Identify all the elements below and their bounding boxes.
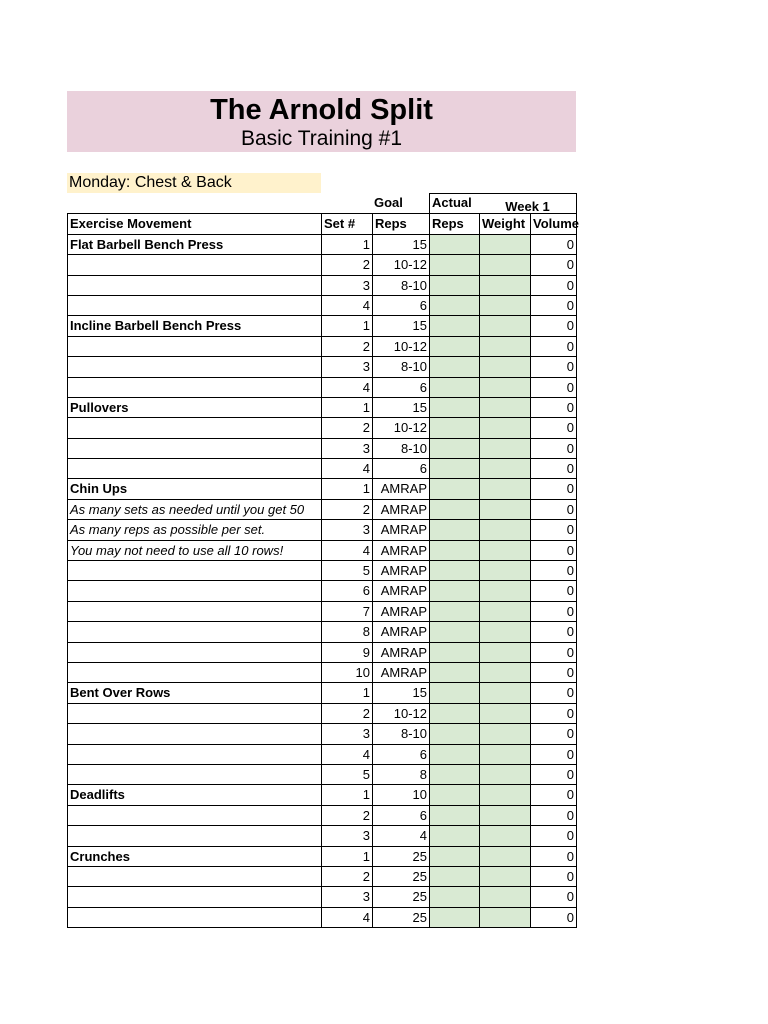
table-row [67,765,577,785]
page-subtitle: Basic Training #1 [240,127,403,150]
table-row [67,724,577,744]
set-cell: 2 [321,418,372,438]
header-row [67,213,577,234]
table-row [67,847,577,867]
actual-reps-input[interactable] [429,745,479,765]
table-row [67,561,577,581]
goal-reps-cell: AMRAP [372,643,429,663]
goal-reps-cell: 8-10 [372,357,429,377]
exercise-cell [67,663,321,683]
volume-cell: 0 [530,479,577,499]
volume-cell: 0 [530,602,577,622]
set-cell: 6 [321,581,372,601]
table-row [67,663,577,683]
actual-reps-input[interactable] [429,643,479,663]
volume-cell: 0 [530,316,577,336]
weight-input[interactable] [479,887,530,907]
table-row [67,622,577,642]
goal-reps-cell: 6 [372,745,429,765]
exercise-cell [67,643,321,663]
table-row [67,479,577,499]
exercise-cell: You may not need to use all 10 rows! [67,541,321,561]
actual-reps-input[interactable] [429,398,479,418]
volume-cell: 0 [530,643,577,663]
actual-reps-input[interactable] [429,887,479,907]
actual-reps-input[interactable] [429,765,479,785]
actual-reps-input[interactable] [429,847,479,867]
volume-cell: 0 [530,806,577,826]
weight-input[interactable] [479,785,530,805]
exercise-cell [67,255,321,275]
goal-reps-cell: 6 [372,378,429,398]
table-row [67,459,577,479]
actual-reps-input[interactable] [429,418,479,438]
set-cell: 1 [321,683,372,703]
exercise-cell [67,459,321,479]
volume-cell: 0 [530,826,577,846]
exercise-cell [67,337,321,357]
table-row [67,500,577,520]
weight-input[interactable] [479,296,530,316]
table-row [67,867,577,887]
weight-input[interactable] [479,826,530,846]
actual-reps-input[interactable] [429,724,479,744]
set-cell: 2 [321,806,372,826]
set-cell: 2 [321,337,372,357]
page-title: The Arnold Split [210,94,433,126]
set-cell: 3 [321,520,372,540]
actual-reps-input[interactable] [429,459,479,479]
actual-reps-input[interactable] [429,316,479,336]
volume-cell: 0 [530,439,577,459]
weight-input[interactable] [479,398,530,418]
actual-reps-input[interactable] [429,785,479,805]
set-cell: 3 [321,276,372,296]
actual-reps-input[interactable] [429,704,479,724]
weight-input[interactable] [479,908,530,928]
table-row [67,235,577,255]
volume-cell: 0 [530,561,577,581]
actual-reps-input[interactable] [429,479,479,499]
volume-cell: 0 [530,520,577,540]
goal-reps-cell: AMRAP [372,541,429,561]
table-row [67,806,577,826]
volume-cell: 0 [530,867,577,887]
set-cell: 10 [321,663,372,683]
weight-input[interactable] [479,541,530,561]
actual-reps-input[interactable] [429,276,479,296]
actual-reps-input[interactable] [429,867,479,887]
actual-reps-input[interactable] [429,541,479,561]
actual-reps-input[interactable] [429,806,479,826]
weight-input[interactable] [479,561,530,581]
set-cell: 4 [321,541,372,561]
goal-reps-cell: 6 [372,806,429,826]
volume-cell: 0 [530,398,577,418]
exercise-cell [67,561,321,581]
goal-reps-cell: 15 [372,316,429,336]
actual-reps-header: Reps [429,214,479,234]
exercise-cell [67,806,321,826]
table-row [67,643,577,663]
reps-header: Reps [372,214,429,234]
exercise-header: Exercise Movement [67,214,321,234]
exercise-cell: Incline Barbell Bench Press [67,316,321,336]
actual-reps-input[interactable] [429,357,479,377]
volume-cell: 0 [530,847,577,867]
volume-cell: 0 [530,704,577,724]
exercise-cell [67,704,321,724]
exercise-cell: Crunches [67,847,321,867]
set-cell: 3 [321,887,372,907]
exercise-cell [67,581,321,601]
table-row [67,276,577,296]
weight-input[interactable] [479,622,530,642]
volume-cell: 0 [530,724,577,744]
weight-input[interactable] [479,276,530,296]
goal-reps-cell: 8-10 [372,276,429,296]
weight-input[interactable] [479,235,530,255]
set-cell: 4 [321,908,372,928]
weight-input[interactable] [479,683,530,703]
exercise-cell: Chin Ups [67,479,321,499]
actual-header: Actual [429,193,479,213]
actual-reps-input[interactable] [429,255,479,275]
weight-header: Weight [479,214,530,234]
set-cell: 3 [321,357,372,377]
day-label: Monday: Chest & Back [67,173,321,193]
set-cell: 3 [321,439,372,459]
goal-reps-cell: 6 [372,296,429,316]
volume-cell: 0 [530,378,577,398]
volume-cell: 0 [530,418,577,438]
exercise-cell [67,602,321,622]
exercise-cell [67,357,321,377]
weight-input[interactable] [479,500,530,520]
volume-header: Volume [530,214,577,234]
set-cell: 1 [321,847,372,867]
title-banner [67,91,576,152]
goal-reps-cell: 25 [372,887,429,907]
set-cell: 4 [321,296,372,316]
goal-reps-cell: 8 [372,765,429,785]
set-cell: 2 [321,500,372,520]
table-body [67,235,577,928]
goal-reps-cell: 6 [372,459,429,479]
header-row-top [67,193,577,213]
table-row [67,439,577,459]
weight-input[interactable] [479,418,530,438]
table-row [67,337,577,357]
goal-reps-cell: 15 [372,683,429,703]
weight-input[interactable] [479,316,530,336]
exercise-cell: Pullovers [67,398,321,418]
actual-reps-input[interactable] [429,296,479,316]
goal-reps-cell: AMRAP [372,500,429,520]
set-cell: 1 [321,785,372,805]
week-header: Week 1 [479,193,577,213]
volume-cell: 0 [530,908,577,928]
exercise-cell: Flat Barbell Bench Press [67,235,321,255]
goal-reps-cell: 10 [372,785,429,805]
weight-input[interactable] [479,255,530,275]
set-cell: 5 [321,561,372,581]
goal-reps-cell: AMRAP [372,479,429,499]
actual-reps-input[interactable] [429,826,479,846]
table-row [67,520,577,540]
volume-cell: 0 [530,235,577,255]
table-row [67,704,577,724]
set-cell: 4 [321,745,372,765]
goal-reps-cell: 4 [372,826,429,846]
set-cell: 4 [321,459,372,479]
weight-input[interactable] [479,663,530,683]
volume-cell: 0 [530,785,577,805]
goal-reps-cell: AMRAP [372,561,429,581]
table-row [67,296,577,316]
weight-input[interactable] [479,439,530,459]
set-cell: 3 [321,826,372,846]
actual-reps-input[interactable] [429,581,479,601]
actual-reps-input[interactable] [429,520,479,540]
exercise-cell [67,765,321,785]
exercise-cell [67,276,321,296]
table-row [67,418,577,438]
exercise-cell [67,296,321,316]
set-cell: 2 [321,255,372,275]
actual-reps-input[interactable] [429,663,479,683]
exercise-cell [67,418,321,438]
volume-cell: 0 [530,541,577,561]
goal-reps-cell: AMRAP [372,622,429,642]
exercise-cell [67,745,321,765]
exercise-cell: Bent Over Rows [67,683,321,703]
table-row [67,255,577,275]
set-cell: 1 [321,479,372,499]
volume-cell: 0 [530,459,577,479]
volume-cell: 0 [530,337,577,357]
volume-cell: 0 [530,622,577,642]
volume-cell: 0 [530,357,577,377]
actual-reps-input[interactable] [429,561,479,581]
volume-cell: 0 [530,500,577,520]
table-row [67,378,577,398]
goal-reps-cell: 25 [372,908,429,928]
table-row [67,826,577,846]
volume-cell: 0 [530,255,577,275]
weight-input[interactable] [479,765,530,785]
goal-reps-cell: 25 [372,867,429,887]
volume-cell: 0 [530,663,577,683]
table-row [67,785,577,805]
volume-cell: 0 [530,745,577,765]
table-row [67,357,577,377]
set-cell: 2 [321,867,372,887]
set-cell: 4 [321,378,372,398]
set-cell: 5 [321,765,372,785]
actual-reps-input[interactable] [429,683,479,703]
goal-reps-cell: 8-10 [372,439,429,459]
actual-reps-input[interactable] [429,500,479,520]
weight-input[interactable] [479,847,530,867]
table-row [67,602,577,622]
exercise-cell [67,724,321,744]
set-cell: 3 [321,724,372,744]
table-row [67,398,577,418]
goal-reps-cell: 15 [372,398,429,418]
set-header: Set # [321,214,372,234]
table-row [67,683,577,703]
goal-reps-cell: 10-12 [372,337,429,357]
goal-reps-cell: AMRAP [372,520,429,540]
actual-reps-input[interactable] [429,378,479,398]
weight-input[interactable] [479,479,530,499]
weight-input[interactable] [479,378,530,398]
volume-cell: 0 [530,276,577,296]
goal-reps-cell: 25 [372,847,429,867]
set-cell: 7 [321,602,372,622]
weight-input[interactable] [479,724,530,744]
goal-reps-cell: 10-12 [372,255,429,275]
goal-header: Goal [374,195,403,211]
exercise-cell [67,826,321,846]
table-row [67,908,577,928]
volume-cell: 0 [530,683,577,703]
weight-input[interactable] [479,337,530,357]
volume-cell: 0 [530,887,577,907]
exercise-cell [67,622,321,642]
weight-input[interactable] [479,643,530,663]
set-cell: 1 [321,235,372,255]
workout-table [67,193,577,928]
set-cell: 8 [321,622,372,642]
weight-input[interactable] [479,867,530,887]
exercise-cell: Deadlifts [67,785,321,805]
goal-reps-cell: 15 [372,235,429,255]
exercise-cell [67,378,321,398]
goal-reps-cell: 10-12 [372,418,429,438]
volume-cell: 0 [530,296,577,316]
volume-cell: 0 [530,765,577,785]
actual-reps-input[interactable] [429,622,479,642]
goal-reps-cell: AMRAP [372,663,429,683]
weight-input[interactable] [479,581,530,601]
exercise-cell [67,439,321,459]
goal-reps-cell: 10-12 [372,704,429,724]
weight-input[interactable] [479,745,530,765]
set-cell: 2 [321,704,372,724]
exercise-cell [67,867,321,887]
actual-reps-input[interactable] [429,439,479,459]
exercise-cell: As many sets as needed until you get 50 [67,500,321,520]
weight-input[interactable] [479,602,530,622]
actual-reps-input[interactable] [429,337,479,357]
set-cell: 1 [321,316,372,336]
set-cell: 9 [321,643,372,663]
weight-input[interactable] [479,806,530,826]
table-row [67,581,577,601]
weight-input[interactable] [479,357,530,377]
volume-cell: 0 [530,581,577,601]
exercise-cell [67,887,321,907]
actual-reps-input[interactable] [429,908,479,928]
weight-input[interactable] [479,704,530,724]
goal-reps-cell: 8-10 [372,724,429,744]
table-row [67,316,577,336]
weight-input[interactable] [479,520,530,540]
set-cell: 1 [321,398,372,418]
actual-reps-input[interactable] [429,235,479,255]
goal-reps-cell: AMRAP [372,602,429,622]
table-row [67,541,577,561]
table-row [67,745,577,765]
exercise-cell [67,908,321,928]
table-row [67,887,577,907]
exercise-cell: As many reps as possible per set. [67,520,321,540]
goal-reps-cell: AMRAP [372,581,429,601]
actual-reps-input[interactable] [429,602,479,622]
weight-input[interactable] [479,459,530,479]
